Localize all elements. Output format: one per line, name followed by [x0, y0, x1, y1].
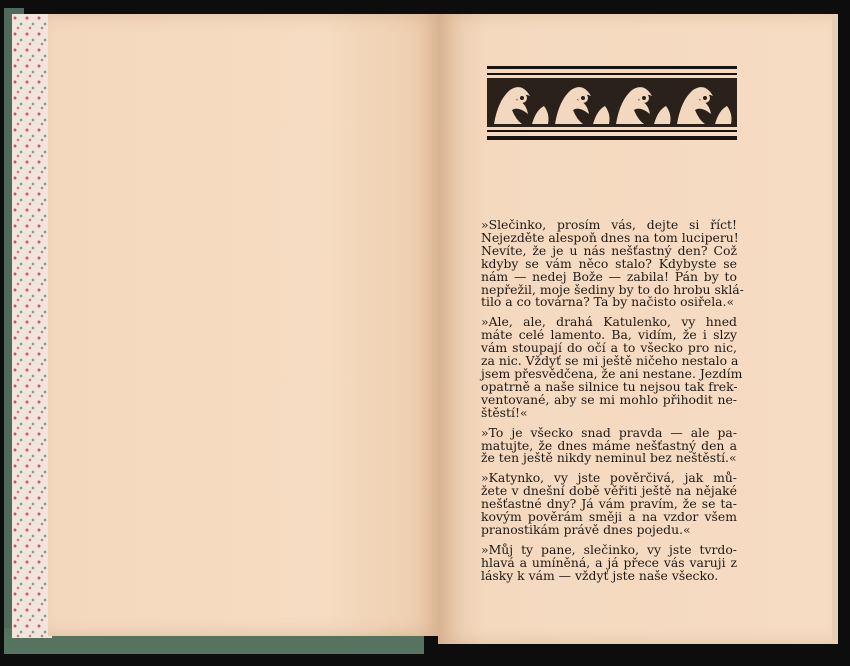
text-line: Nevíte, že je u nás nešťastný den? Což: [481, 242, 737, 258]
text-line: »Katynko, vy jste pověrčivá, jak mů-: [481, 470, 737, 486]
text-line: štěstí!«: [481, 404, 528, 420]
text-line: »To je všecko snad pravda — ale pa-: [481, 424, 737, 440]
paragraph: [481, 314, 743, 420]
floral-endpaper: [12, 14, 52, 638]
text-line: »Můj ty pane, slečinko, vy jste tvrdo-: [481, 541, 737, 557]
text-line: kdyby se vám něco stalo? Kdybyste se: [481, 255, 737, 271]
text-line: pranostikám právě dnes pojedu.«: [481, 521, 691, 537]
paragraph: [481, 541, 737, 583]
paragraph: [481, 472, 737, 537]
text-line: opatrně a naše silnice tu nejsou tak frek-: [481, 378, 738, 394]
text-line: máte celé lamento. Ba, vidím, že i slzy: [481, 327, 737, 343]
paragraph: [481, 424, 737, 466]
paragraph: [481, 217, 744, 310]
left-page-blank: [48, 14, 440, 636]
page-edge: [832, 14, 838, 644]
text-line: matujte, že dnes máme nešťastný den a: [481, 437, 737, 453]
decorative-header-ornament: [487, 66, 737, 146]
text-line: »Ale, ale, drahá Katulenko, vy hned: [481, 314, 737, 330]
text-line: ventované, aby se mi mohlo přihodit ne-: [481, 391, 737, 407]
text-line: za nic. Vždyť se mi ještě ničeho nestalo a: [481, 353, 739, 369]
text-line: žete v dnešní době věřiti ještě na nějaké: [481, 483, 737, 499]
text-line: Nejezděte alespoň dnes na tom luciperu!: [481, 229, 739, 245]
text-line: tilo a co továrna? Ta by načisto osiřela.«: [481, 294, 735, 310]
text-line: »Slečinko, prosím vás, dejte si říct!: [481, 217, 737, 232]
text-line: lásky k vám — vždyť jste naše všecko.: [481, 567, 719, 583]
text-line: nepřežil, moje šediny by to do hrobu sklá-: [481, 281, 744, 297]
text-line: hlavá a umíněná, a já přece vás varuji z: [481, 554, 737, 570]
text-line: kovým pověrám směji a na vzdor všem: [481, 509, 737, 525]
body-text: [481, 217, 744, 590]
text-line: nešťastné dny? Já vám pravím, že se ta-: [481, 496, 737, 512]
text-line: vám stoupají do očí a to všecko pro nic,: [481, 340, 737, 356]
text-line: nám — nedej Bože — zabila! Pán by to: [481, 268, 737, 284]
text-line: že ten ještě nikdy neminul bez neštěstí.«: [481, 450, 737, 466]
text-line: jsem přesvědčena, že ani nestane. Jezdím: [481, 365, 743, 381]
